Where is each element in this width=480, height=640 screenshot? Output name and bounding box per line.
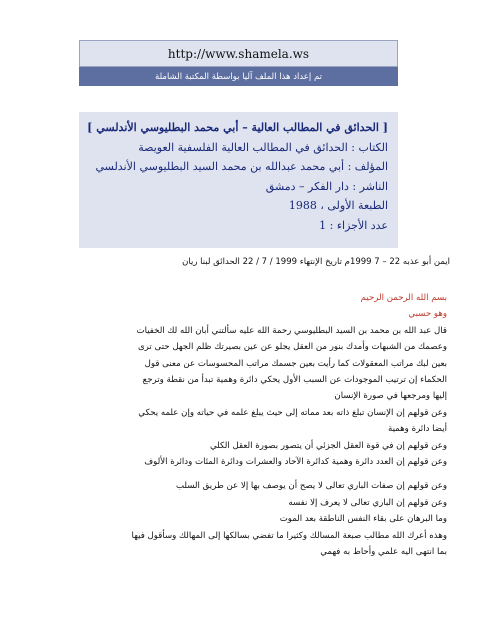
book-author: المؤلف : أبي محمد عبدالله بن محمد السيد البطليوسي الأندلسي [95,160,388,173]
generated-banner: تم إعداد هذا الملف آليا بواسطة المكتبة الشاملة [79,67,398,86]
paragraph-line: وهذه أعرك الله مطالب صبعة المسالك وكثيرا ما تفضي بسالكها إلى المهالك وسأقول فيها [131,530,447,541]
paragraph-line: قال عبد الله بن محمد بن السيد البطليوسي رحمة الله عليه سألتني أبان الله لك الخفيات [136,325,447,336]
book-name: الكتاب : الحدائق في المطالب العالية الفلسفية العويصة [138,140,388,154]
book-edition: الطبعة الأولى ، 1988 [288,199,388,212]
paragraph-line: وعن قولهم إن الباري تعالى لا يعرف إلا نفسه [288,497,447,508]
paragraph-line: وعصمك من الشبهات وأمدك بنور من العقل يجلو عن عين بصيرتك ظلم الجهل حتى ترى [137,342,447,353]
book-parts: عدد الأجزاء : 1 [319,218,388,232]
paragraph-line: وعن قولهم إن صفات الباري تعالى لا يصح أن يوصف بها إلا عن طريق السلب [175,481,447,492]
hasbi: وهو حسبي [408,309,447,320]
book-title: [ الحدائق في المطالب العالية – أبي محمد البطليوسي الأندلسي ] [87,121,388,134]
book-info-box [79,112,398,248]
paragraph-line: وعن قولهم إن العدد دائرة وهمية كدائرة الآحاد والعشرات ودائرة المئات ودائرة الألوف [144,457,447,468]
paragraph-line: أيضا دائرة وهمية [387,424,447,435]
book-publisher: الناشر : دار الفكر – دمشق [265,179,388,193]
paragraph-line: بما انتهى اليه علمي وأحاط به فهمي [320,547,447,558]
paragraph-line: إليها ومرجعها في صورة الإنسان [334,391,447,402]
paragraph-line: وعن قولهم إن في قوة العقل الجزئي أن يتصور بصورة العقل الكلي [209,440,447,451]
paragraph-line: وعن قولهم إن الإنسان تبلغ ذاته بعد مماته إلى حيث يبلغ علمه في حياته وإن علمه يحكي [138,407,447,418]
source-url[interactable]: http://www.shamela.ws [79,40,398,67]
basmala: بسم الله الرحمن الرحيم [360,293,447,303]
paragraph-line: بعين لبك مراتب المعقولات كما رأيت بعين جسمك مراتب المحسوسات عن معنى قول [144,358,447,369]
transcriber-note: ايمن أبو عذبه 22 – 7 1999م تاريخ الإنتهاء 1999 / 7 / 22 الحدائق لبنا ريان [182,257,450,267]
paragraph-line: الحكماء إن ترتيب الموجودات عن السبب الأول يحكي دائرة وهمية تبدأ من نقطة وترجع [142,375,447,386]
paragraph-line: وما البرهان على بقاء النفس الناطقة بعد الموت [279,514,447,525]
body-text [27,290,447,561]
